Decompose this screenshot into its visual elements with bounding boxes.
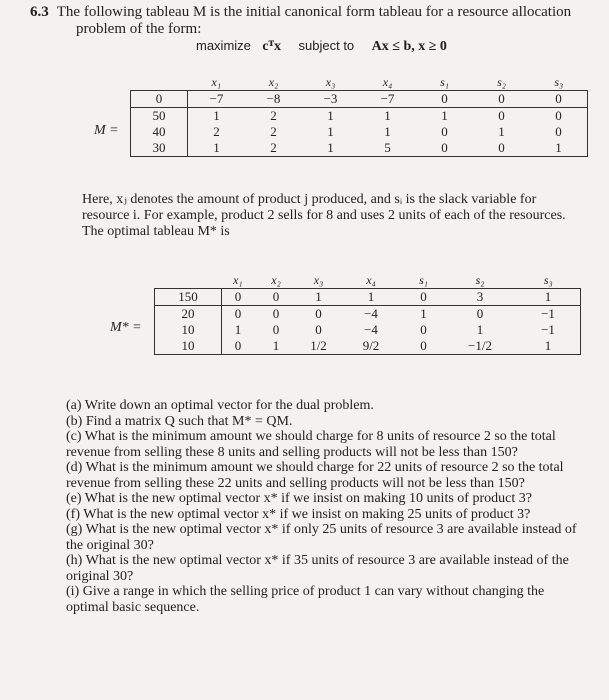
- header-cell: x₄: [382, 74, 393, 89]
- cell: 1/2: [310, 338, 327, 353]
- question-list: [66, 398, 586, 615]
- problem-formula: [196, 38, 447, 55]
- header-cell: x₁: [211, 74, 221, 89]
- paragraph-line-3: The optimal tableau M* is: [82, 224, 230, 239]
- cell: 0: [403, 289, 444, 306]
- table-row: [155, 322, 581, 338]
- table-row: [131, 108, 588, 125]
- cell: −7: [188, 91, 246, 108]
- maximize-word: maximize: [196, 38, 251, 53]
- header-cell: x₃: [313, 272, 324, 287]
- cell: −1: [516, 306, 581, 323]
- cell: 0: [476, 306, 484, 321]
- cell: 1: [272, 338, 280, 353]
- cell: 0: [530, 124, 588, 140]
- question-i: (i) Give a range in which the selling price of product 1 can vary without changing the optimal basic sequence.: [66, 584, 545, 615]
- table-row: [155, 289, 581, 306]
- paragraph-line-1: Here, xⱼ denotes the amount of product j produced, and sᵢ is the slack variable for: [82, 192, 537, 207]
- cell: 1: [213, 108, 220, 123]
- cell: 1: [234, 322, 242, 337]
- cell: 0: [530, 108, 588, 125]
- cell: 1: [213, 140, 220, 155]
- cell: 2: [270, 108, 277, 123]
- header-cell: x₂: [271, 272, 281, 287]
- cell: 1: [498, 124, 505, 139]
- cell: −1/2: [468, 338, 492, 353]
- paragraph-line-2: resource i. For example, product 2 sells for 8 and uses 2 units of each of the resources.: [82, 208, 566, 223]
- tableau-m-star: [154, 272, 581, 355]
- cell: 2: [213, 124, 220, 139]
- tableau-m-header: [131, 74, 588, 91]
- cell: 0: [420, 338, 427, 353]
- cell: −1: [516, 322, 581, 338]
- cell: −8: [245, 91, 302, 108]
- cell: 2: [270, 124, 277, 139]
- constraint: Ax ≤ b, x ≥ 0: [371, 39, 447, 54]
- header-cell: x₂: [268, 74, 279, 89]
- cell: 10: [155, 338, 222, 355]
- subject-to-word: subject to: [298, 38, 355, 53]
- cell: 0: [254, 289, 298, 306]
- cell: −4: [364, 306, 378, 321]
- cell: 1: [327, 124, 334, 139]
- cell: 1: [298, 289, 339, 306]
- cell: 0: [441, 140, 448, 155]
- cell: 1: [516, 289, 581, 306]
- header-line-1: The following tableau M is the initial canonical form tableau for a resource allocation: [56, 4, 572, 20]
- cell: 1: [530, 140, 588, 157]
- header-cell: s₃: [543, 272, 553, 287]
- question-d: (d) What is the minimum amount we should charge for 22 units of resource 2 so the total revenue from selling these 22 units and selling products will not be less than 150?: [66, 460, 564, 491]
- cell: −4: [364, 322, 378, 337]
- header-cell: s₁: [440, 74, 449, 89]
- cell: 0: [420, 322, 427, 337]
- objective: cᵀx: [262, 39, 282, 54]
- tableau-m-star-label: M* =: [110, 320, 142, 335]
- cell: 0: [441, 124, 448, 139]
- cell: 20: [155, 306, 222, 323]
- table-row: [131, 140, 588, 157]
- cell: 0: [272, 306, 280, 321]
- tableau-m: [130, 74, 588, 157]
- cell: 50: [131, 108, 188, 125]
- cell: 3: [444, 289, 516, 306]
- cell: 1: [420, 306, 427, 321]
- cell: 2: [270, 140, 277, 155]
- table-row: [155, 338, 581, 355]
- header-line-2: problem of the form:: [76, 21, 202, 37]
- header-cell: s₂: [475, 272, 485, 287]
- cell: 1: [339, 289, 403, 306]
- cell: 0: [315, 306, 322, 321]
- cell: 0: [131, 91, 188, 108]
- cell: 0: [498, 140, 505, 155]
- cell: 1: [327, 108, 334, 123]
- question-c: (c) What is the minimum amount we should charge for 8 units of resource 2 so the total revenue from selling these 8 units and selling products will not be less than 150?: [66, 429, 556, 460]
- cell: 0: [234, 306, 242, 321]
- cell: 10: [155, 322, 222, 338]
- table-row: [155, 306, 581, 323]
- cell: 40: [131, 124, 188, 140]
- explanation-paragraph: [82, 192, 582, 240]
- question-h: (h) What is the new optimal vector x* if 35 units of resource 3 are available instead of the original 30?: [66, 553, 569, 584]
- problem-number: 6.3: [30, 4, 49, 20]
- tableau-m-star-header: [155, 272, 581, 289]
- cell: 30: [131, 140, 188, 157]
- table-row: [131, 91, 588, 108]
- cell: 1: [384, 124, 391, 139]
- cell: 0: [416, 91, 473, 108]
- cell: 0: [315, 322, 322, 337]
- question-a: (a) Write down an optimal vector for the dual problem.: [66, 398, 374, 413]
- problem-header: [30, 4, 590, 38]
- cell: 0: [473, 91, 530, 108]
- cell: 0: [222, 289, 255, 306]
- question-f: (f) What is the new optimal vector x* if we insist on making 25 units of product 3?: [66, 506, 531, 522]
- cell: 0: [498, 108, 505, 123]
- cell: 5: [384, 140, 391, 155]
- header-cell: x₄: [366, 272, 376, 287]
- cell: 0: [530, 91, 588, 108]
- cell: 0: [272, 322, 280, 337]
- header-cell: s₃: [554, 74, 564, 89]
- cell: −3: [302, 91, 359, 108]
- question-b: (b) Find a matrix Q such that M* = QM.: [66, 413, 293, 429]
- header-cell: s₁: [419, 272, 428, 287]
- cell: 1: [516, 338, 581, 355]
- question-e: (e) What is the new optimal vector x* if we insist on making 10 units of product 3?: [66, 491, 532, 506]
- cell: 1: [441, 108, 448, 123]
- header-cell: s₂: [497, 74, 506, 89]
- cell: 1: [327, 140, 334, 155]
- cell: 1: [476, 322, 484, 337]
- tableau-m-label: M =: [94, 123, 119, 138]
- cell: 1: [384, 108, 391, 123]
- header-cell: x₁: [233, 272, 243, 287]
- cell: 150: [155, 289, 222, 306]
- header-cell: x₃: [325, 74, 336, 89]
- cell: −7: [359, 91, 416, 108]
- cell: 9/2: [362, 338, 380, 353]
- cell: 0: [234, 338, 242, 353]
- table-row: [131, 124, 588, 140]
- question-g: (g) What is the new optimal vector x* if only 25 units of resource 3 are available instead of the original 30?: [66, 522, 577, 553]
